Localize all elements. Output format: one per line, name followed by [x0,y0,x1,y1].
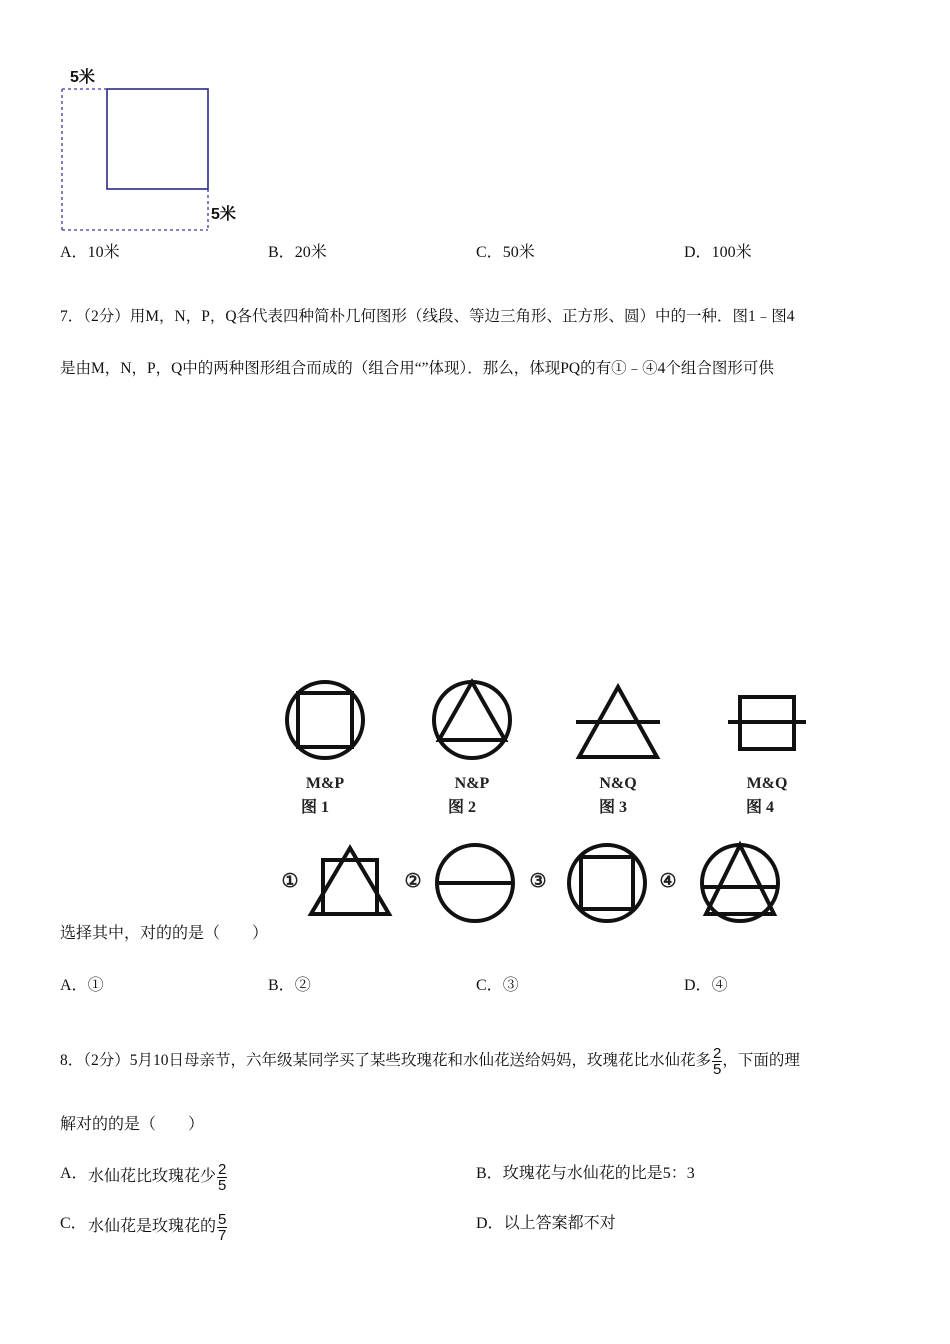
q6-option-b[interactable] [268,239,327,262]
fraction-numerator: 5 [218,1211,227,1228]
option-key: C． [60,1215,87,1232]
fraction-denominator: 7 [218,1227,227,1244]
q6-label-right: 5米 [211,206,236,223]
fig2-caption: 图 2 [447,799,477,816]
fig4-caption: 图 4 [745,799,775,816]
fig1-formula: M&P [305,775,345,792]
triangle-over-square-icon [311,848,389,914]
option-key: A． [60,244,88,261]
choice3-mark: ③ [529,871,547,892]
fig4-formula: M&Q [746,775,788,792]
triangle-with-line-icon [576,687,660,757]
fraction-numerator: 2 [218,1161,227,1178]
inner-square [107,89,208,189]
square-in-circle-icon [569,845,645,921]
square-with-line-icon [728,697,806,749]
q7-option-c[interactable] [476,972,519,995]
fraction [217,1162,227,1193]
q7-stem-end: 选择其中，对的的是（ ） [60,925,269,942]
fraction-denominator: 5 [218,1177,227,1194]
option-text: ④ [711,977,728,994]
option-text: 玫瑰花与水仙花的比是5：3 [502,1165,695,1182]
q7-option-b[interactable] [268,972,311,995]
option-key: A． [60,1165,88,1182]
q8-option-b[interactable] [476,1160,695,1183]
fraction-numerator: 2 [713,1044,722,1062]
triangle-in-circle-icon [434,682,510,758]
q8-option-a[interactable] [60,1160,227,1194]
fraction [217,1212,227,1243]
option-key: C． [476,977,503,994]
choice1-mark: ① [281,871,299,892]
option-text: 水仙花是玫瑰花的 [88,1218,217,1236]
option-key: D． [684,977,712,994]
q7-stem-line2: 是由M，N，P，Q中的两种图形组合而成的（组合用“”体现）．那么，体现PQ的有①﹣④4个组合图形可供 [60,360,774,377]
triangle-circle-line-icon [702,845,778,921]
option-text: ② [294,977,311,994]
q8-stem-text-end: ，下面的理 [722,1052,800,1069]
option-key: A． [60,977,88,994]
circle-with-line-icon [437,845,513,921]
q7-figures [270,675,830,925]
option-key: C． [476,244,503,261]
q6-option-a[interactable] [60,239,120,262]
q8-option-d[interactable] [476,1210,616,1233]
fig2-formula: N&P [454,775,490,792]
option-key: D． [684,244,712,261]
q8-stem-line1 [60,1041,800,1081]
q6-label-top: 5米 [70,69,95,86]
option-text: 水仙花比玫瑰花少 [88,1168,217,1186]
q7-option-a[interactable] [60,972,104,995]
q8-option-c[interactable] [60,1210,227,1244]
square-in-circle-icon [287,682,363,758]
fig3-caption: 图 3 [598,799,628,816]
option-text: ① [87,977,104,994]
q8-stem-line2: 解对的的是（ ） [60,1116,205,1133]
q6-option-d[interactable] [684,239,752,262]
fraction [712,1046,722,1077]
option-text: 以上答案都不对 [503,1215,616,1232]
q7-option-d[interactable] [684,972,728,995]
option-text-wrap [88,1162,227,1193]
option-text: 50米 [502,244,535,261]
option-key: B． [268,977,295,994]
choice2-mark: ② [404,871,422,892]
q6-option-c[interactable] [476,239,535,262]
option-text: 20米 [294,244,327,261]
option-text: ③ [502,977,519,994]
option-text: 100米 [711,244,752,261]
choice4-mark: ④ [659,871,677,892]
option-text: 10米 [87,244,120,261]
option-text-wrap [88,1212,227,1243]
option-key: D． [476,1215,504,1232]
q8-stem-text: 8．（2分）5月10日母亲节，六年级某同学买了某些玫瑰花和水仙花送给妈妈，玫瑰花比水仙花多 [60,1052,712,1069]
fig3-formula: N&Q [599,775,637,792]
fraction-denominator: 5 [713,1060,722,1078]
q7-stem-line1: 7．（2分）用M，N，P，Q各代表四种简朴几何图形（线段、等边三角形、正方形、圆）中的一种．图1﹣图4 [60,308,795,325]
fig1-caption: 图 1 [300,799,330,816]
option-key: B． [268,244,295,261]
option-key: B． [476,1165,503,1182]
